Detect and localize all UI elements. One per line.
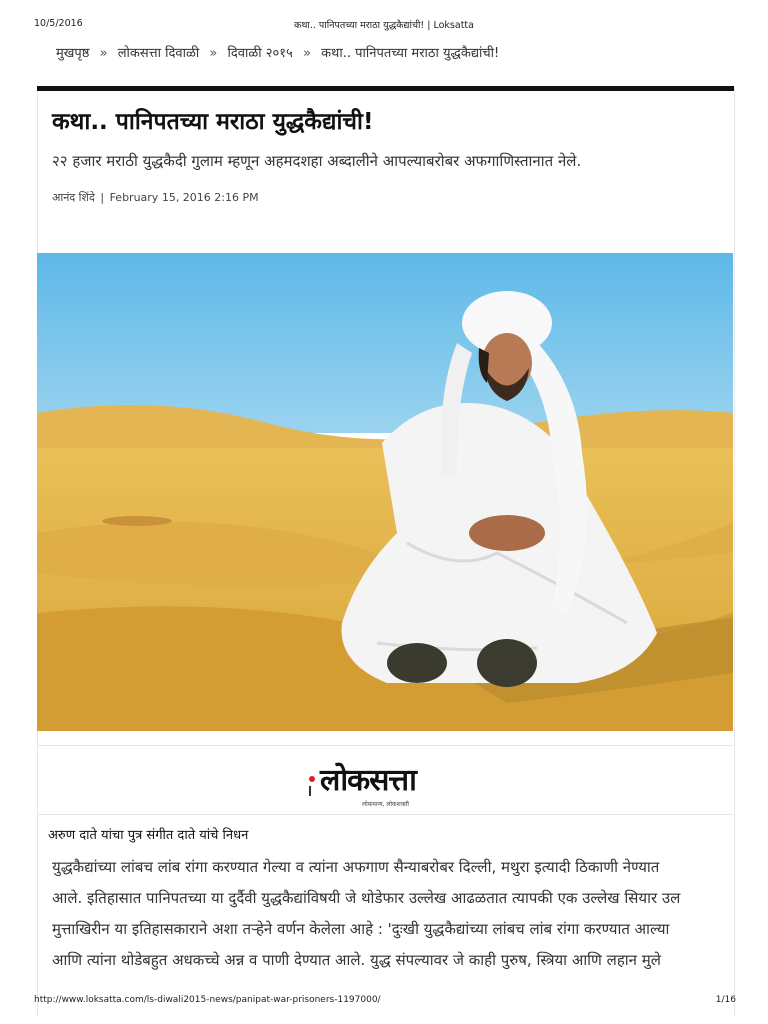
print-title: कथा.. पानिपतच्या मराठा युद्धकैद्यांची! | Loksatta (294, 20, 474, 31)
article-top-rule (37, 86, 734, 91)
breadcrumb-current: कथा.. पानिपतच्या मराठा युद्धकैद्यांची! (321, 46, 500, 61)
shoe-left (387, 643, 447, 683)
breadcrumb-loksatta-diwali[interactable]: लोकसत्ता दिवाळी (117, 46, 200, 61)
byline-separator: | (100, 191, 105, 204)
related-article-link[interactable]: अरुण दाते यांचा पुत्र संगीत दाते यांचे निधन (48, 828, 249, 843)
breadcrumb-separator: » (302, 46, 311, 61)
publish-date: February 15, 2016 2:16 PM (109, 191, 259, 204)
hands (469, 515, 545, 551)
article-body (52, 852, 732, 976)
article-headline: कथा.. पानिपतच्या मराठा युद्धकैद्यांची! (52, 109, 374, 135)
body-line: आणि त्यांना थोडेबहुत अधकच्चे अन्न व पाणी देण्यात आले. युद्ध संपल्यावर जे काही पुरुष, स्त्रिया आणि लहान मुले (52, 951, 661, 969)
hero-image (37, 253, 733, 731)
breadcrumb-diwali-2015[interactable]: दिवाळी २०१५ (227, 46, 293, 61)
breadcrumb-separator: » (99, 46, 108, 61)
article-subhead: २२ हजार मराठी युद्धकैदी गुलाम म्हणून अहमदशहा अब्दालीने आपल्याबरोबर अफगाणिस्तानात नेले. (52, 152, 582, 170)
sand-patch (102, 516, 172, 526)
logo-tagline: लोकमान्य, लोकशक्ती (362, 801, 409, 808)
logo-line-icon (309, 786, 317, 796)
print-date: 10/5/2016 (34, 18, 83, 29)
print-page-number: 1/16 (715, 995, 736, 1005)
print-url: http://www.loksatta.com/ls-diwali2015-news/panipat-war-prisoners-1197000/ (34, 995, 381, 1005)
body-line: युद्धकैद्यांच्या लांबच लांब रांगा करण्यात गेल्या व त्यांना अफगाण सैन्याबरोबर दिल्ली, मथुरा इत्यादी ठिकाणी नेण्यात (52, 858, 660, 876)
body-line: मुत्ताखिरीन या इतिहासकाराने अशा तऱ्हेने वर्णन केलेला आहे : 'दुःखी युद्धकैद्यांच्या लांबच लांब रांगा करण्यात आल्या (52, 920, 670, 938)
breadcrumb (56, 43, 505, 61)
body-line: आले. इतिहासात पानिपतच्या या दुर्दैवी युद्धकैद्यांविषयी जे थोडेफार उल्लेख आढळतात त्यापकी एक उल्लेख सियार उल (52, 889, 681, 907)
loksatta-logo[interactable]: लोकसत्ता (320, 763, 416, 798)
logo-dot-icon (309, 776, 315, 782)
shoe-right (477, 639, 537, 687)
author-name[interactable]: आनंद शिंदे (52, 191, 95, 204)
article-byline (52, 190, 259, 205)
breadcrumb-home[interactable]: मुखपृष्ठ (56, 46, 90, 61)
breadcrumb-separator: » (209, 46, 218, 61)
print-header (0, 18, 768, 34)
